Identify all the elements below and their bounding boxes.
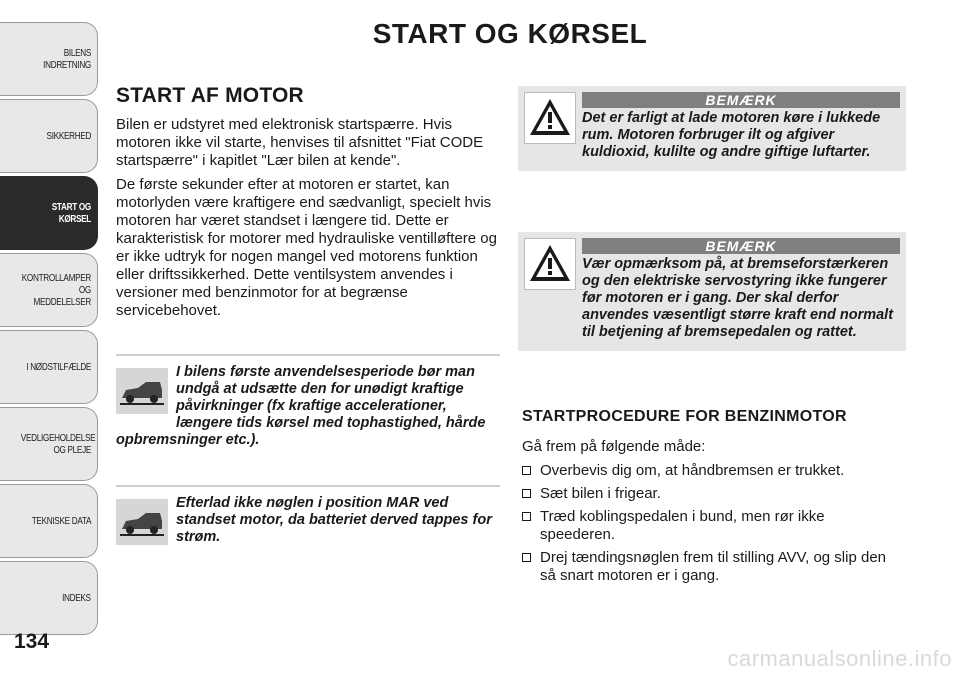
- tab-start-og-korsel[interactable]: START OG KØRSEL: [0, 176, 98, 250]
- list-item: [522, 485, 902, 503]
- engine-noise-paragraph: De første sekunder efter at motoren er startet, kan motorlyden være kraftigere end sædvanligt, specielt hvis motoren har været standset i længere tid. Dette er karakteristisk for motorer med hydrauliske ventilløftere og er ikke udtryk for nogen mangel ved motorens funktion eller driftssikkerhed. Dette ventilsystem anvendes i versioner med benzinmotor for at begrænse servicebehovet.: [116, 176, 497, 319]
- intro-paragraph: Bilen er udstyret med elektronisk startspærre. Hvis motoren ikke vil starte, henvises til afsnittet "Fiat CODE startspærre" i kapitlet "Lær bilen at kende".: [116, 116, 484, 169]
- warning-text: Det er farligt at lade motoren køre i lukkede rum. Motoren forbruger ilt og afgiver kuldioxid, kulilte og andre giftige luftarter.: [582, 110, 881, 160]
- note-first-use: [116, 354, 500, 449]
- step-text: Sæt bilen i frigear.: [540, 485, 661, 502]
- step-text: Drej tændingsnøglen frem til stilling AVV, og slip den så snart motoren er i gang.: [540, 549, 887, 584]
- tab-bilens-indretning[interactable]: BILENS INDRETNING: [0, 22, 98, 96]
- page-title: START OG KØRSEL: [372, 18, 648, 49]
- step-text: Træd koblingspedalen i bund, men rør ikke speederen.: [540, 508, 825, 543]
- warning-text: Vær opmærksom på, at bremseforstærkeren og den elektriske servostyring ikke fungerer før motoren er i gang. Der skal derfor anvendes væsentligt større kraft end normalt til betjening af bremsepedalen og rattet.: [582, 256, 894, 340]
- checkbox-icon: [522, 512, 531, 521]
- tab-vedligeholdelse[interactable]: VEDLIGEHOLDELSE OG PLEJE: [0, 407, 98, 481]
- tab-i-nodstilfaelde[interactable]: I NØDSTILFÆLDE: [0, 330, 98, 404]
- warning-box-brakes: [518, 232, 906, 351]
- procedure-body: [522, 438, 902, 590]
- note-key-position-text: Efterlad ikke nøglen i position MAR ved standset motor, da batteriet derved tappes for strøm.: [176, 495, 492, 545]
- list-item: [522, 462, 902, 480]
- car-icon: [116, 368, 168, 414]
- list-item: [522, 549, 902, 585]
- note-key-position: [116, 485, 500, 546]
- warning-triangle-icon: [524, 92, 576, 144]
- checkbox-icon: [522, 489, 531, 498]
- warning-label: BEMÆRK: [582, 238, 900, 254]
- tab-tekniske-data[interactable]: TEKNISKE DATA: [0, 484, 98, 558]
- left-column: [116, 84, 500, 547]
- procedure-intro: Gå frem på følgende måde:: [522, 438, 706, 455]
- step-text: Overbevis dig om, at håndbremsen er trukket.: [540, 462, 845, 479]
- list-item: [522, 508, 902, 544]
- warning-label: BEMÆRK: [582, 92, 900, 108]
- tab-indeks[interactable]: INDEKS: [0, 561, 98, 635]
- note-first-use-text: I bilens første anvendelsesperiode bør man undgå at udsætte den for unødigt kraftige påvirkninger (fx kraftige accelerationer, længere tids kørsel med tophastighed, hårde opbremsninger etc.).: [116, 364, 486, 448]
- checkbox-icon: [522, 466, 531, 475]
- car-icon: [116, 499, 168, 545]
- warning-box-exhaust: [518, 86, 906, 171]
- warning-triangle-icon: [524, 238, 576, 290]
- tab-sikkerhed[interactable]: SIKKERHED: [0, 99, 98, 173]
- watermark: carmanualsonline.info: [727, 646, 952, 671]
- section-heading: START AF MOTOR: [116, 84, 304, 107]
- procedure-heading: STARTPROCEDURE FOR BENZINMOTOR: [522, 408, 847, 425]
- tab-kontrollamper[interactable]: KONTROLLAMPER OG MEDDELELSER: [0, 253, 98, 327]
- procedure-steps: [522, 462, 902, 585]
- page-number: 134: [14, 630, 50, 653]
- checkbox-icon: [522, 553, 531, 562]
